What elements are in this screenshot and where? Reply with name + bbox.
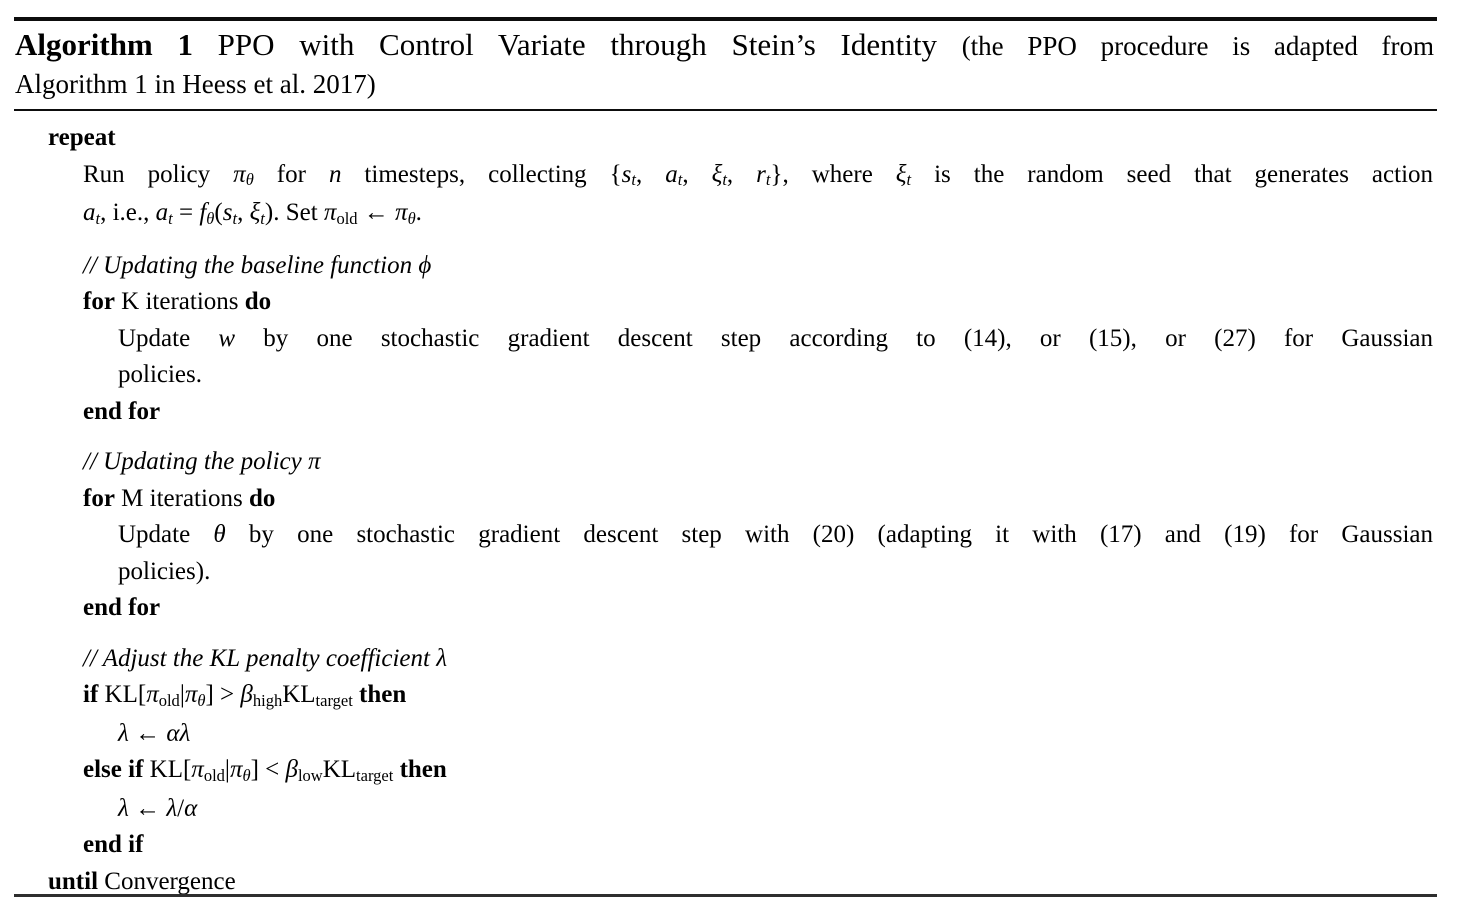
text-segment: . — [415, 199, 422, 226]
subscript: t — [232, 208, 238, 228]
text-segment: , i.e., — [100, 199, 156, 226]
text-segment: Convergence — [98, 867, 236, 895]
subscript: t — [631, 170, 636, 190]
text-segment: M iterations — [114, 484, 249, 512]
algo-line — [15, 481, 1433, 518]
keyword: if — [83, 681, 99, 708]
comment-text: // Updating the policy π — [83, 448, 321, 475]
subscript: low — [297, 765, 323, 785]
algo-line — [15, 157, 1433, 196]
subscript: t — [765, 170, 771, 190]
subscript: old — [336, 208, 358, 228]
caption-line-2: Algorithm 1 in Heess et al. 2017) — [15, 69, 376, 99]
text-segment: policies. — [118, 361, 203, 388]
algo-line — [15, 248, 1433, 285]
keyword: for — [83, 484, 115, 512]
text-segment: ] < — [250, 756, 286, 783]
math-var: f — [199, 199, 207, 226]
subscript: t — [260, 208, 265, 228]
algorithm-caption — [15, 26, 1434, 103]
algo-line — [15, 444, 1433, 481]
text-segment: | — [179, 681, 185, 708]
math-var: π — [233, 160, 246, 188]
math-var: β — [285, 756, 298, 783]
keyword: end if — [83, 831, 144, 858]
math-var: π — [191, 756, 204, 783]
text-segment: for — [253, 160, 329, 188]
math-var: r — [756, 160, 766, 188]
text-segment: is the random seed that generates action — [911, 160, 1434, 188]
subscript: high — [252, 690, 283, 710]
math-var: λ — [118, 719, 129, 747]
math-var: π — [229, 756, 243, 783]
subscript: θ — [197, 690, 206, 710]
algo-line — [15, 677, 1433, 716]
algo-line — [15, 394, 1433, 431]
math-var: α — [184, 794, 198, 822]
caption-separator-rule — [14, 109, 1437, 111]
math-var: w — [218, 324, 236, 352]
bottom-rule — [14, 894, 1437, 897]
text-segment: , — [636, 160, 666, 188]
math-var: θ — [213, 521, 226, 548]
text-segment: Update — [118, 521, 214, 548]
math-var: a — [155, 199, 169, 226]
math-var: π — [184, 681, 198, 708]
math-var: ξ — [249, 199, 261, 226]
keyword: do — [244, 288, 272, 315]
text-segment: Update — [118, 324, 219, 352]
top-rule — [14, 17, 1437, 21]
math-var: n — [328, 160, 342, 188]
subscript: t — [95, 208, 101, 228]
subscript: t — [677, 170, 683, 190]
text-segment: , — [726, 160, 757, 188]
math-var: s — [621, 160, 632, 188]
text-segment: ← — [357, 199, 396, 226]
text-segment: K iterations — [114, 288, 245, 315]
algo-line — [15, 641, 1433, 678]
keyword: repeat — [48, 124, 116, 151]
subscript: θ — [245, 170, 254, 190]
math-var: λ — [179, 719, 191, 747]
algo-line — [15, 554, 1433, 591]
subscript: old — [203, 765, 225, 785]
keyword: then — [399, 756, 447, 783]
algo-line — [15, 195, 1433, 234]
math-var: π — [395, 199, 408, 226]
text-segment: , — [682, 160, 712, 188]
algo-line — [15, 791, 1433, 828]
algo-line — [15, 517, 1433, 554]
subscript: target — [315, 690, 353, 710]
text-segment: KL — [322, 756, 357, 783]
text-segment: ← — [128, 794, 167, 822]
keyword: until — [48, 867, 99, 895]
math-var: λ — [166, 794, 178, 822]
text-segment: | — [224, 756, 230, 783]
subscript: θ — [407, 208, 416, 228]
algo-line — [15, 120, 1433, 157]
math-var: π — [323, 199, 337, 226]
comment-text: // Adjust the KL penalty coefficient λ — [83, 644, 448, 672]
algorithm-label: Algorithm 1 — [15, 27, 193, 62]
algorithm-body — [15, 120, 1433, 900]
text-segment: ← — [128, 719, 167, 747]
algo-line — [15, 590, 1433, 627]
text-segment: KL[ — [143, 756, 192, 783]
text-segment: }, where — [770, 160, 896, 188]
subscript: θ — [206, 208, 215, 228]
comment-text: // Updating the baseline function ϕ — [83, 251, 432, 279]
subscript: θ — [242, 765, 251, 785]
algo-line — [15, 827, 1433, 864]
keyword: end for — [83, 397, 161, 425]
text-segment: = — [172, 199, 200, 226]
text-segment: , — [237, 199, 250, 226]
text-segment: KL — [282, 681, 316, 708]
subscript: t — [168, 208, 173, 228]
math-var: λ — [118, 794, 129, 822]
math-var: a — [83, 199, 96, 226]
math-var: s — [222, 199, 233, 226]
text-segment: ( — [214, 199, 223, 226]
text-segment: timesteps, collecting { — [341, 160, 622, 188]
text-segment: / — [177, 794, 185, 822]
keyword: else if — [83, 756, 144, 783]
text-segment: ] > — [205, 681, 241, 708]
keyword: do — [248, 484, 276, 512]
math-var: ξ — [895, 160, 907, 188]
math-var: α — [166, 719, 180, 747]
subscript: t — [906, 170, 912, 190]
math-var: ξ — [711, 160, 723, 188]
algorithm-note-part1: (the PPO procedure is adapted from — [961, 31, 1435, 61]
text-segment: KL[ — [98, 681, 147, 708]
caption-line-1 — [15, 26, 1434, 65]
text-segment: policies). — [118, 557, 211, 585]
algo-line — [15, 716, 1433, 753]
algorithm-title: PPO with Control Variate through Stein’s Identity — [217, 27, 937, 62]
text-segment: ). Set — [264, 199, 324, 226]
algo-line — [15, 752, 1433, 791]
math-var: a — [665, 160, 678, 188]
math-var: β — [240, 681, 253, 708]
keyword: end for — [83, 594, 161, 621]
text-segment: by one stochastic gradient descent step according to (14), or (15), or (27) for Gaussian — [235, 324, 1433, 352]
text-segment: Run policy — [83, 160, 234, 188]
subscript: target — [356, 765, 394, 785]
math-var: π — [146, 681, 159, 708]
algo-line — [15, 357, 1433, 394]
algo-line — [15, 321, 1433, 358]
algo-line — [15, 284, 1433, 321]
keyword: then — [359, 681, 407, 708]
subscript: old — [158, 690, 180, 710]
text-segment: by one stochastic gradient descent step with (20) (adapting it with (17) and (19) for Gaussian — [225, 521, 1433, 548]
subscript: t — [722, 170, 727, 190]
keyword: for — [83, 288, 115, 315]
